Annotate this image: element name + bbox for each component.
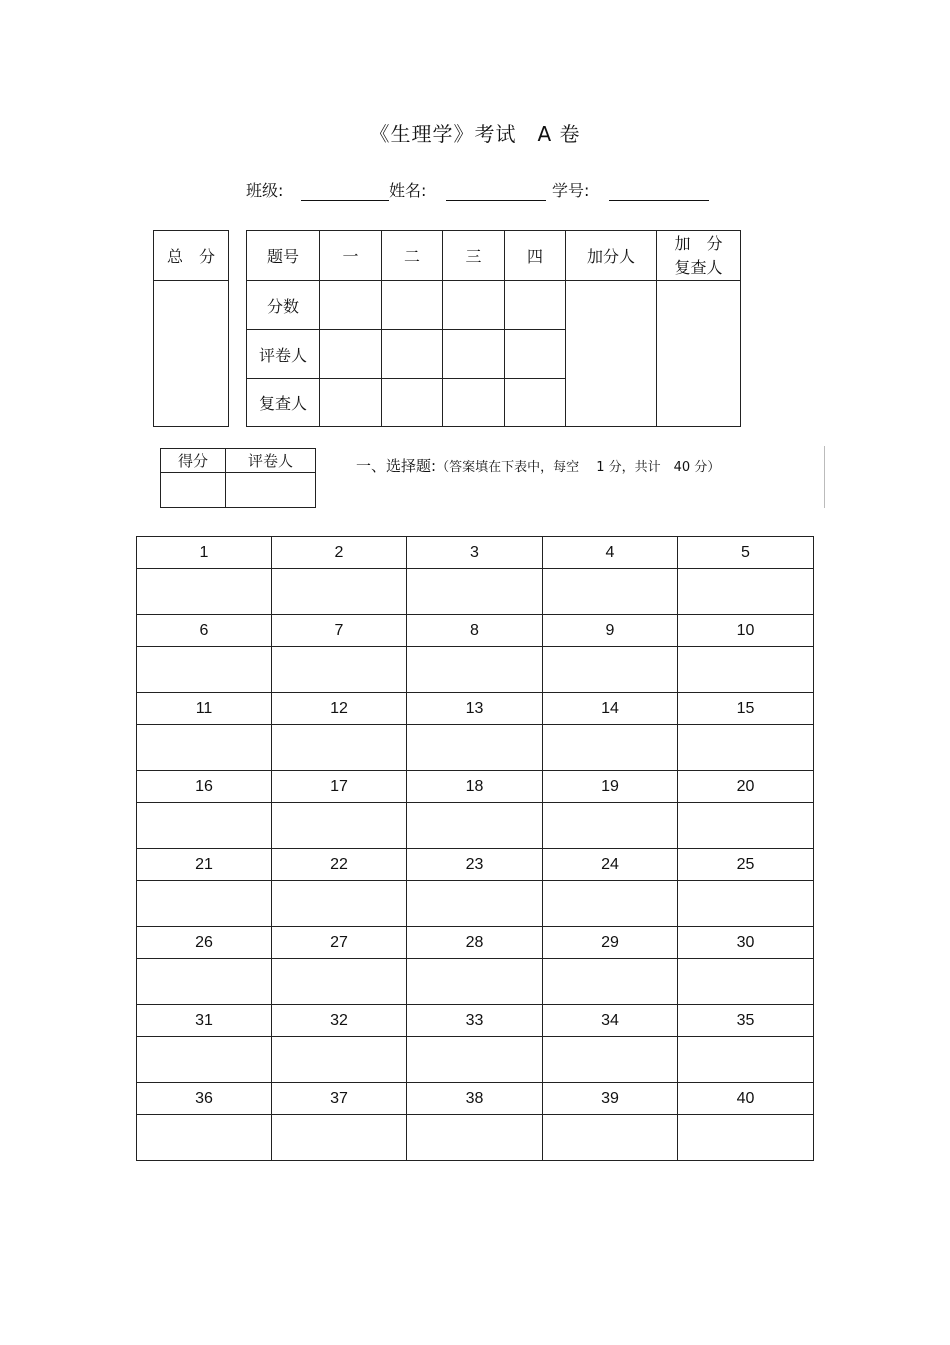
answer-cell[interactable]: [407, 881, 543, 927]
answer-grid: [136, 536, 814, 1161]
score-cell[interactable]: [320, 281, 382, 330]
question-number: 8: [407, 615, 543, 647]
total-score-box: [153, 230, 229, 427]
answer-cell[interactable]: [272, 881, 407, 927]
score-cell[interactable]: [382, 281, 443, 330]
reviewer-row-label: 复查人: [247, 379, 320, 427]
question-number: 1: [137, 537, 272, 569]
grader-cell[interactable]: [505, 330, 566, 379]
question-number: 12: [272, 693, 407, 725]
question-number: 10: [678, 615, 814, 647]
question-number: 34: [543, 1005, 678, 1037]
answer-cell[interactable]: [543, 1115, 678, 1161]
question-number: 22: [272, 849, 407, 881]
answer-cell[interactable]: [678, 647, 814, 693]
section-4-header: 四: [505, 231, 566, 281]
answer-cell[interactable]: [407, 647, 543, 693]
answer-row: [137, 1115, 814, 1161]
question-number: 6: [137, 615, 272, 647]
answer-cell[interactable]: [137, 725, 272, 771]
question-number: 36: [137, 1083, 272, 1115]
question-number: 4: [543, 537, 678, 569]
grader-cell[interactable]: [382, 330, 443, 379]
name-label: 姓名:: [389, 181, 427, 200]
section-grader-label: 评卷人: [226, 449, 316, 473]
section-title: 一、选择题:: [356, 457, 437, 475]
answer-cell[interactable]: [543, 725, 678, 771]
question-number: 29: [543, 927, 678, 959]
answer-cell[interactable]: [137, 647, 272, 693]
answer-cell[interactable]: [137, 959, 272, 1005]
bonus-reviewer-header: [657, 231, 741, 281]
answer-cell[interactable]: [678, 959, 814, 1005]
question-number: 39: [543, 1083, 678, 1115]
answer-cell[interactable]: [407, 959, 543, 1005]
question-number: 28: [407, 927, 543, 959]
answer-cell[interactable]: [543, 881, 678, 927]
answer-cell[interactable]: [137, 1115, 272, 1161]
question-number: 14: [543, 693, 678, 725]
question-number-row: [137, 771, 814, 803]
question-number: 24: [543, 849, 678, 881]
question-number: 2: [272, 537, 407, 569]
answer-cell[interactable]: [678, 881, 814, 927]
answer-cell[interactable]: [543, 647, 678, 693]
section-2-header: 二: [382, 231, 443, 281]
grader-row-label: 评卷人: [247, 330, 320, 379]
question-number: 3: [407, 537, 543, 569]
question-number: 15: [678, 693, 814, 725]
score-cell[interactable]: [443, 281, 505, 330]
bonus-grader-cell[interactable]: [566, 281, 657, 427]
class-label: 班级:: [246, 181, 284, 200]
bonus-reviewer-header-line2: 复查人: [674, 257, 723, 277]
answer-cell[interactable]: [543, 569, 678, 615]
answer-cell[interactable]: [272, 647, 407, 693]
reviewer-cell[interactable]: [382, 379, 443, 427]
question-number: 37: [272, 1083, 407, 1115]
answer-cell[interactable]: [137, 1037, 272, 1083]
question-number: 9: [543, 615, 678, 647]
question-number: 40: [678, 1083, 814, 1115]
question-number-row: [137, 927, 814, 959]
class-blank[interactable]: [301, 200, 389, 201]
answer-cell[interactable]: [272, 803, 407, 849]
answer-row: [137, 647, 814, 693]
question-number: 33: [407, 1005, 543, 1037]
question-number: 13: [407, 693, 543, 725]
question-number-header: 题号: [247, 231, 320, 281]
question-number: 20: [678, 771, 814, 803]
answer-cell[interactable]: [137, 881, 272, 927]
student-id-label: 学号:: [552, 181, 590, 200]
answer-cell[interactable]: [272, 959, 407, 1005]
question-number: 25: [678, 849, 814, 881]
answer-cell[interactable]: [272, 569, 407, 615]
answer-row: [137, 803, 814, 849]
question-number: 7: [272, 615, 407, 647]
score-cell[interactable]: [505, 281, 566, 330]
section-1-header: 一: [320, 231, 382, 281]
bonus-reviewer-header-line1: 加 分: [674, 233, 723, 253]
section-3-header: 三: [443, 231, 505, 281]
question-number: 27: [272, 927, 407, 959]
answer-row: [137, 959, 814, 1005]
exam-title: 《生理学》考试 A 卷: [369, 122, 581, 146]
answer-cell[interactable]: [407, 803, 543, 849]
divider: [824, 446, 825, 508]
question-number: 31: [137, 1005, 272, 1037]
answer-cell[interactable]: [678, 569, 814, 615]
section-grader-cell[interactable]: [226, 473, 316, 508]
answer-cell[interactable]: [137, 569, 272, 615]
answer-cell[interactable]: [407, 725, 543, 771]
score-row-label: 分数: [247, 281, 320, 330]
answer-row: [137, 569, 814, 615]
reviewer-cell[interactable]: [443, 379, 505, 427]
grader-cell[interactable]: [320, 330, 382, 379]
answer-cell[interactable]: [678, 725, 814, 771]
answer-cell[interactable]: [272, 725, 407, 771]
answer-cell[interactable]: [137, 803, 272, 849]
question-number-row: [137, 1005, 814, 1037]
answer-cell[interactable]: [678, 803, 814, 849]
name-blank[interactable]: [446, 200, 546, 201]
answer-cell[interactable]: [678, 1037, 814, 1083]
answer-cell[interactable]: [407, 1037, 543, 1083]
answer-cell[interactable]: [543, 959, 678, 1005]
student-id-blank[interactable]: [609, 200, 709, 201]
grader-cell[interactable]: [443, 330, 505, 379]
section-score-cell[interactable]: [161, 473, 226, 508]
question-number-row: [137, 537, 814, 569]
question-number: 17: [272, 771, 407, 803]
total-score-label: 总 分: [154, 231, 229, 281]
answer-cell[interactable]: [678, 1115, 814, 1161]
section-heading: [356, 455, 720, 476]
answer-row: [137, 881, 814, 927]
question-number: 18: [407, 771, 543, 803]
question-number: 5: [678, 537, 814, 569]
section-score-label: 得分: [161, 449, 226, 473]
question-number: 38: [407, 1083, 543, 1115]
question-number: 16: [137, 771, 272, 803]
question-number: 11: [137, 693, 272, 725]
question-number: 35: [678, 1005, 814, 1037]
question-number: 21: [137, 849, 272, 881]
answer-cell[interactable]: [272, 1115, 407, 1161]
question-number: 23: [407, 849, 543, 881]
score-summary-table: [246, 230, 741, 427]
question-number-row: [137, 1083, 814, 1115]
answer-cell[interactable]: [543, 1037, 678, 1083]
answer-row: [137, 1037, 814, 1083]
reviewer-cell[interactable]: [320, 379, 382, 427]
question-number: 26: [137, 927, 272, 959]
answer-cell[interactable]: [407, 569, 543, 615]
question-number-row: [137, 615, 814, 647]
bonus-reviewer-cell[interactable]: [657, 281, 741, 427]
section-note: （答案填在下表中，每空 1 分，共计 40 分）: [436, 460, 721, 475]
reviewer-cell[interactable]: [505, 379, 566, 427]
answer-row: [137, 725, 814, 771]
answer-cell[interactable]: [272, 1037, 407, 1083]
answer-cell[interactable]: [407, 1115, 543, 1161]
question-number-row: [137, 693, 814, 725]
answer-cell[interactable]: [543, 803, 678, 849]
question-number-row: [137, 849, 814, 881]
section-score-table: [160, 448, 316, 508]
total-score-cell[interactable]: [154, 281, 229, 427]
bonus-grader-header: 加分人: [566, 231, 657, 281]
question-number: 30: [678, 927, 814, 959]
question-number: 19: [543, 771, 678, 803]
question-number: 32: [272, 1005, 407, 1037]
